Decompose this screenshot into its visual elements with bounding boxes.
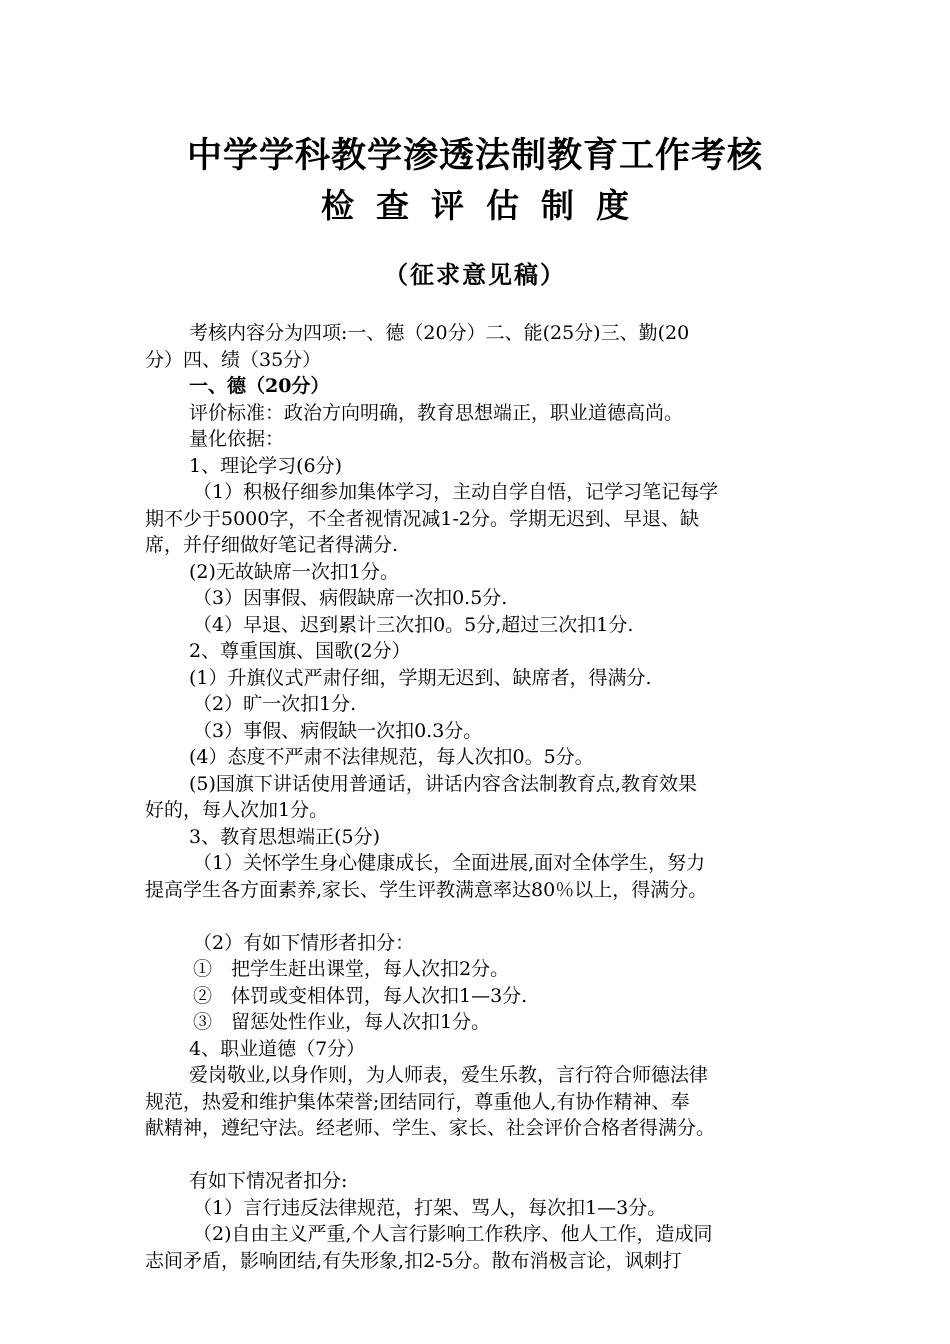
paragraph-line: （1）言行违反法律规范，打架、骂人，每次扣1—3分。 — [193, 1196, 667, 1219]
paragraph-line: （2）旷一次扣1分. — [193, 693, 357, 715]
paragraph-line: (5)国旗下讲话使用普通话，讲话内容含法制教育点,教育效果 — [189, 772, 697, 795]
paragraph-line: （3）因事假、病假缺席一次扣0.5分. — [193, 587, 508, 609]
paragraph-line: 提高学生各方面素养,家长、学生评教满意率达80％以上，得满分。 — [145, 878, 708, 901]
section-heading: 一、德（20分） — [189, 375, 330, 397]
paragraph-line: ② 体罚或变相体罚，每人次扣1—3分. — [193, 984, 528, 1007]
paragraph-line: (2)无故缺席一次扣1分。 — [189, 560, 400, 583]
paragraph-line: （1）关怀学生身心健康成长，全面进展,面对全体学生，努力 — [193, 852, 706, 874]
paragraph-line: （1）积极仔细参加集体学习，主动自学自悟，记学习笔记每学 — [193, 481, 719, 503]
paragraph-line: （2)自由主义严重,个人言行影响工作秩序、他人工作，造成同 — [193, 1223, 713, 1245]
paragraph-line: 志间矛盾，影响团结,有失形象,扣2-5分。散布消极言论，讽刺打 — [145, 1249, 682, 1272]
paragraph-line: (1）升旗仪式严肃仔细，学期无迟到、缺席者，得满分. — [189, 666, 652, 689]
paragraph-line: 献精神，遵纪守法。经老师、学生、家长、社会评价合格者得满分。 — [145, 1117, 716, 1139]
document-subtitle: （征求意见稿） — [384, 260, 566, 289]
paragraph-line: 量化依据： — [189, 428, 285, 450]
paragraph-line: （3）事假、病假缺一次扣0.3分。 — [193, 719, 483, 742]
paragraph-line — [145, 1142, 825, 1169]
paragraph-line: 期不少于5000字，不全者视情况减1-2分。学期无迟到、早退、缺 — [145, 507, 699, 530]
paragraph-line: 4、职业道德（7分） — [189, 1037, 366, 1060]
document-body — [145, 320, 825, 1274]
paragraph-line: （4）早退、迟到累计三次扣0。5分,超过三次扣1分. — [193, 613, 634, 636]
paragraph-line: （2）有如下情形者扣分： — [193, 931, 415, 954]
document-title-line2: 检查评估制度 — [321, 186, 651, 225]
paragraph-line: 考核内容分为四项:一、德（20分）二、能(25分)三、勤(20 — [189, 322, 690, 344]
document-title-line1: 中学学科教学渗透法制教育工作考核 — [186, 135, 763, 176]
paragraph-line: 好的，每人次加1分。 — [145, 799, 329, 821]
paragraph-line — [145, 903, 825, 930]
paragraph-line: 分）四、绩（35分） — [145, 348, 322, 371]
paragraph-line: 1、理论学习(6分) — [189, 454, 343, 477]
paragraph-line: 3、教育思想端正(5分) — [189, 825, 381, 848]
paragraph-line: 爱岗敬业,以身作则，为人师表，爱生乐教，言行符合师德法律 — [189, 1064, 709, 1086]
paragraph-line: (4）态度不严肃不法律规范，每人次扣0。5分。 — [189, 746, 594, 768]
paragraph-line: 评价标准：政治方向明确，教育思想端正，职业道德高尚。 — [189, 401, 684, 424]
paragraph-line: 有如下情况者扣分: — [189, 1170, 348, 1192]
paragraph-line: 2、尊重国旗、国歌(2分） — [189, 640, 411, 662]
paragraph-line: 席，并仔细做好笔记者得满分. — [145, 534, 399, 556]
paragraph-line: ① 把学生赶出课堂，每人次扣2分。 — [193, 958, 510, 980]
paragraph-line: 规范，热爱和维护集体荣誉;团结同行，尊重他人,有协作精神、奉 — [145, 1090, 690, 1113]
paragraph-line: ③ 留惩处性作业，每人次扣1分。 — [193, 1011, 491, 1033]
